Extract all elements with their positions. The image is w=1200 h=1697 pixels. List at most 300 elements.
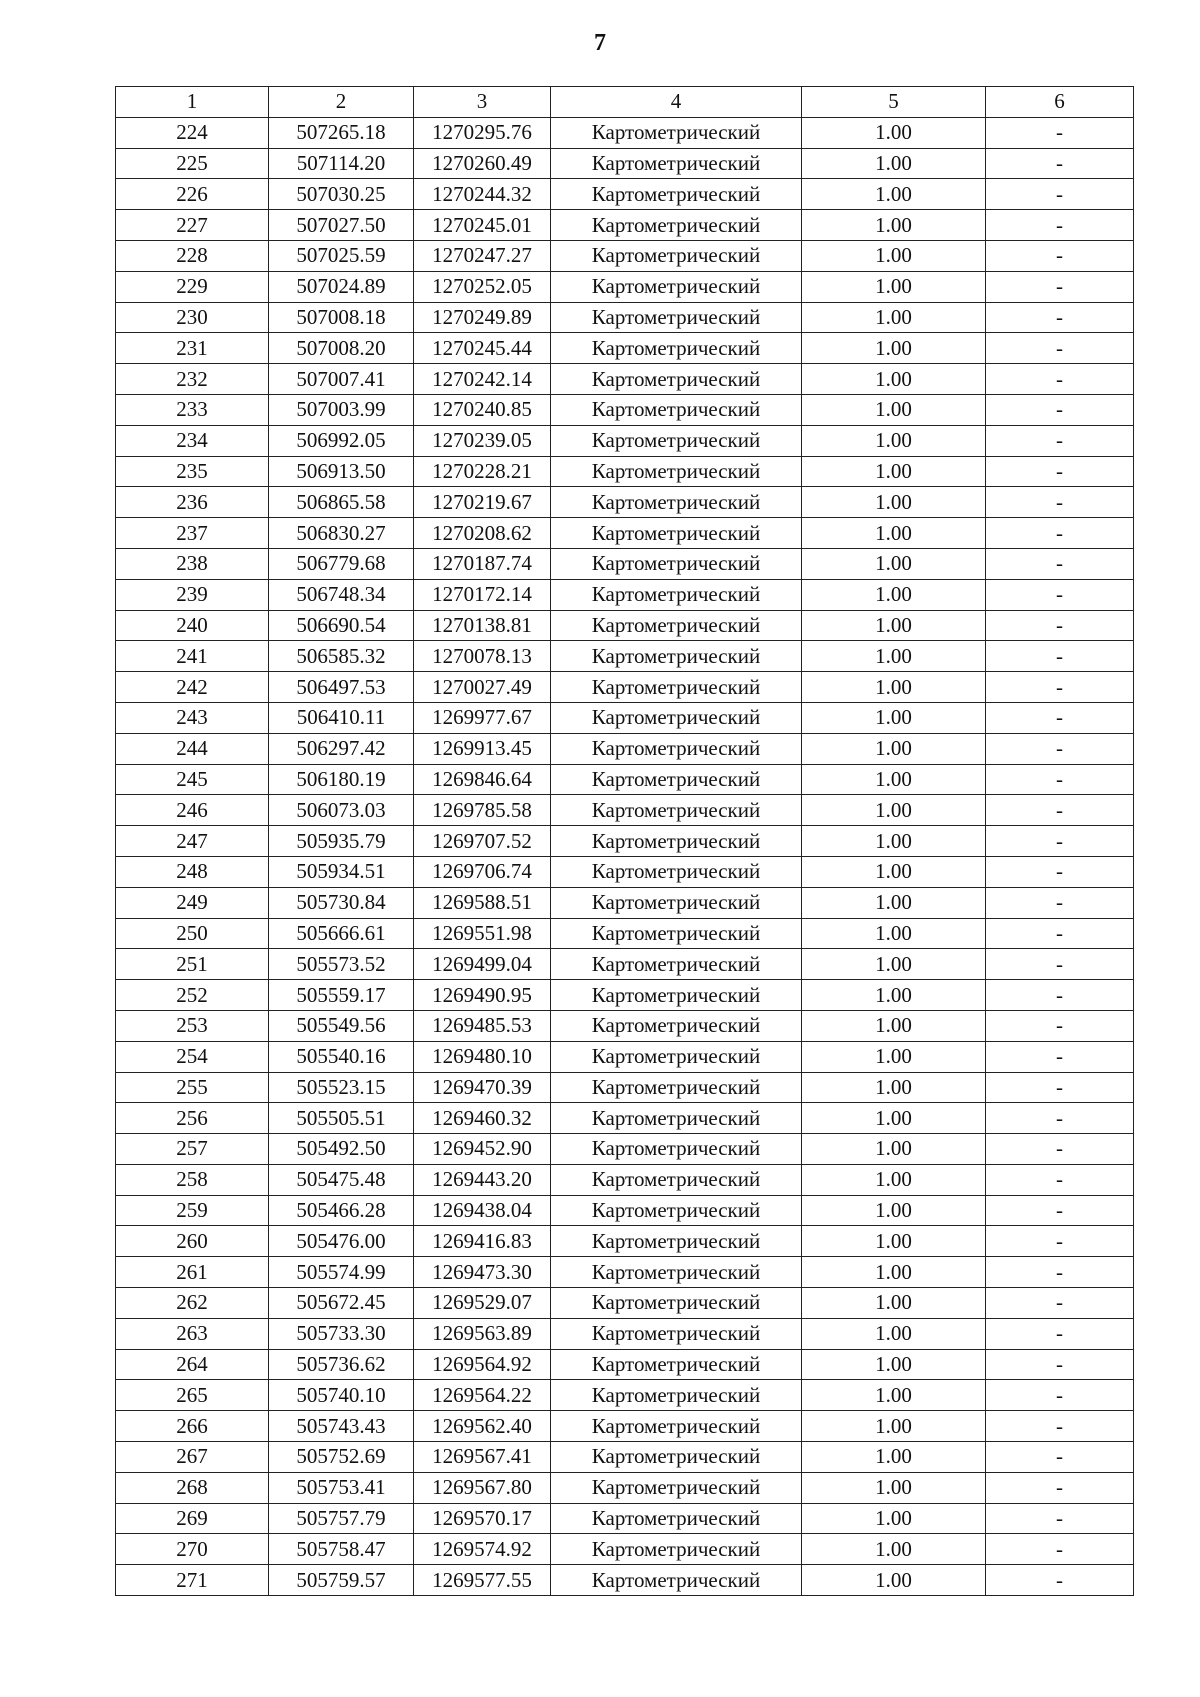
table-cell: - xyxy=(986,1318,1134,1349)
table-cell: 257 xyxy=(116,1134,269,1165)
table-cell: 1269470.39 xyxy=(414,1072,551,1103)
table-cell: 1270244.32 xyxy=(414,179,551,210)
table-cell: - xyxy=(986,1072,1134,1103)
table-cell: 1.00 xyxy=(802,579,986,610)
table-cell: 505573.52 xyxy=(269,949,414,980)
table-cell: 1.00 xyxy=(802,210,986,241)
table-cell: Картометрический xyxy=(551,487,802,518)
table-cell: 247 xyxy=(116,826,269,857)
table-cell: 506690.54 xyxy=(269,610,414,641)
table-cell: 507027.50 xyxy=(269,210,414,241)
table-cell: 507114.20 xyxy=(269,148,414,179)
table-cell: - xyxy=(986,795,1134,826)
table-cell: 1.00 xyxy=(802,856,986,887)
column-header: 2 xyxy=(269,87,414,118)
table-cell: 505743.43 xyxy=(269,1411,414,1442)
table-cell: 1.00 xyxy=(802,1411,986,1442)
table-cell: 1.00 xyxy=(802,949,986,980)
table-cell: 1.00 xyxy=(802,795,986,826)
table-cell: - xyxy=(986,733,1134,764)
table-cell: 505466.28 xyxy=(269,1195,414,1226)
table-cell: 1269452.90 xyxy=(414,1134,551,1165)
table-cell: - xyxy=(986,333,1134,364)
table-cell: 505492.50 xyxy=(269,1134,414,1165)
table-cell: 1.00 xyxy=(802,826,986,857)
table-cell: 249 xyxy=(116,887,269,918)
table-cell: - xyxy=(986,1257,1134,1288)
table-cell: 507003.99 xyxy=(269,394,414,425)
table-cell: Картометрический xyxy=(551,1442,802,1473)
table-cell: 1269529.07 xyxy=(414,1288,551,1319)
column-header: 5 xyxy=(802,87,986,118)
table-cell: - xyxy=(986,179,1134,210)
table-cell: 1.00 xyxy=(802,1164,986,1195)
table-cell: 1.00 xyxy=(802,1134,986,1165)
page-number: 7 xyxy=(594,30,606,56)
table-cell: 1.00 xyxy=(802,271,986,302)
table-cell: 1.00 xyxy=(802,394,986,425)
table-cell: Картометрический xyxy=(551,117,802,148)
table-body xyxy=(116,117,1134,1595)
table-cell: - xyxy=(986,1134,1134,1165)
table-cell: 244 xyxy=(116,733,269,764)
table-row xyxy=(116,179,1134,210)
table-cell: 505505.51 xyxy=(269,1103,414,1134)
table-cell: Картометрический xyxy=(551,425,802,456)
table-cell: 245 xyxy=(116,764,269,795)
table-cell: 1.00 xyxy=(802,548,986,579)
table-cell: 505540.16 xyxy=(269,1041,414,1072)
table-cell: - xyxy=(986,1503,1134,1534)
table-cell: 269 xyxy=(116,1503,269,1534)
table-cell: - xyxy=(986,610,1134,641)
table-cell: 251 xyxy=(116,949,269,980)
table-row xyxy=(116,795,1134,826)
table-cell: 1269588.51 xyxy=(414,887,551,918)
table-cell: 253 xyxy=(116,1010,269,1041)
table-cell: 1269490.95 xyxy=(414,980,551,1011)
table-cell: 229 xyxy=(116,271,269,302)
table-row xyxy=(116,487,1134,518)
table-cell: - xyxy=(986,702,1134,733)
table-cell: 1.00 xyxy=(802,733,986,764)
table-cell: 1270027.49 xyxy=(414,672,551,703)
table-cell: Картометрический xyxy=(551,333,802,364)
table-cell: Картометрический xyxy=(551,826,802,857)
table-cell: - xyxy=(986,394,1134,425)
table-cell: 258 xyxy=(116,1164,269,1195)
table-cell: 1270247.27 xyxy=(414,240,551,271)
table-cell: 1270249.89 xyxy=(414,302,551,333)
table-cell: 1269551.98 xyxy=(414,918,551,949)
table-cell: 1.00 xyxy=(802,764,986,795)
table-cell: 505736.62 xyxy=(269,1349,414,1380)
table-cell: 506410.11 xyxy=(269,702,414,733)
table-cell: 1269785.58 xyxy=(414,795,551,826)
table-row xyxy=(116,641,1134,672)
table-row xyxy=(116,1195,1134,1226)
table-cell: 1270239.05 xyxy=(414,425,551,456)
table-cell: 231 xyxy=(116,333,269,364)
table-cell: 1.00 xyxy=(802,487,986,518)
table-cell: 1269706.74 xyxy=(414,856,551,887)
table-cell: 264 xyxy=(116,1349,269,1380)
table-cell: 1270240.85 xyxy=(414,394,551,425)
table-cell: 270 xyxy=(116,1534,269,1565)
table-cell: 1269485.53 xyxy=(414,1010,551,1041)
table-cell: - xyxy=(986,425,1134,456)
table-cell: 1270208.62 xyxy=(414,518,551,549)
table-cell: - xyxy=(986,764,1134,795)
table-cell: 267 xyxy=(116,1442,269,1473)
column-header: 1 xyxy=(116,87,269,118)
table-cell: 506297.42 xyxy=(269,733,414,764)
table-cell: - xyxy=(986,487,1134,518)
table-cell: 259 xyxy=(116,1195,269,1226)
table-cell: 505730.84 xyxy=(269,887,414,918)
table-cell: 506748.34 xyxy=(269,579,414,610)
table-cell: 1269570.17 xyxy=(414,1503,551,1534)
table-cell: 505549.56 xyxy=(269,1010,414,1041)
table-cell: 243 xyxy=(116,702,269,733)
table-cell: 230 xyxy=(116,302,269,333)
table-cell: 1269977.67 xyxy=(414,702,551,733)
table-cell: 1.00 xyxy=(802,302,986,333)
table-cell: 507025.59 xyxy=(269,240,414,271)
table-cell: 233 xyxy=(116,394,269,425)
table-row xyxy=(116,210,1134,241)
table-cell: 1.00 xyxy=(802,425,986,456)
table-row xyxy=(116,1472,1134,1503)
table-cell: Картометрический xyxy=(551,579,802,610)
table-cell: Картометрический xyxy=(551,1072,802,1103)
table-cell: 1.00 xyxy=(802,1072,986,1103)
table-row xyxy=(116,394,1134,425)
table-row xyxy=(116,887,1134,918)
table-cell: 254 xyxy=(116,1041,269,1072)
coordinates-table xyxy=(115,86,1134,1596)
table-cell: 506585.32 xyxy=(269,641,414,672)
table-cell: 225 xyxy=(116,148,269,179)
column-header: 3 xyxy=(414,87,551,118)
table-row xyxy=(116,980,1134,1011)
table-cell: 1269707.52 xyxy=(414,826,551,857)
table-cell: Картометрический xyxy=(551,1041,802,1072)
table-cell: - xyxy=(986,1288,1134,1319)
table-cell: 507265.18 xyxy=(269,117,414,148)
table-cell: 1270187.74 xyxy=(414,548,551,579)
table-cell: 1.00 xyxy=(802,333,986,364)
table-cell: 1.00 xyxy=(802,1442,986,1473)
table-cell: 1.00 xyxy=(802,1534,986,1565)
table-cell: Картометрический xyxy=(551,1411,802,1442)
table-row xyxy=(116,548,1134,579)
table-cell: 248 xyxy=(116,856,269,887)
table-cell: - xyxy=(986,1226,1134,1257)
table-cell: 507024.89 xyxy=(269,271,414,302)
table-cell: 1.00 xyxy=(802,518,986,549)
table-cell: 1269499.04 xyxy=(414,949,551,980)
table-cell: - xyxy=(986,1411,1134,1442)
table-row xyxy=(116,425,1134,456)
table-cell: Картометрический xyxy=(551,1534,802,1565)
table-cell: 1.00 xyxy=(802,148,986,179)
table-cell: 1270219.67 xyxy=(414,487,551,518)
table-row xyxy=(116,148,1134,179)
table-row xyxy=(116,1103,1134,1134)
table-row xyxy=(116,1565,1134,1596)
table-cell: Картометрический xyxy=(551,1134,802,1165)
column-header: 4 xyxy=(551,87,802,118)
table-cell: Картометрический xyxy=(551,1103,802,1134)
table-cell: 1269564.22 xyxy=(414,1380,551,1411)
table-row xyxy=(116,856,1134,887)
table-cell: - xyxy=(986,240,1134,271)
table-row xyxy=(116,1503,1134,1534)
table-row xyxy=(116,733,1134,764)
table-cell: 1.00 xyxy=(802,179,986,210)
table-row xyxy=(116,518,1134,549)
table-cell: 246 xyxy=(116,795,269,826)
table-cell: 237 xyxy=(116,518,269,549)
table-cell: 505740.10 xyxy=(269,1380,414,1411)
table-row xyxy=(116,1288,1134,1319)
table-cell: 507030.25 xyxy=(269,179,414,210)
table-cell: 1.00 xyxy=(802,1288,986,1319)
table-cell: 1.00 xyxy=(802,1226,986,1257)
table-cell: 506497.53 xyxy=(269,672,414,703)
table-cell: 1269473.30 xyxy=(414,1257,551,1288)
table-cell: - xyxy=(986,518,1134,549)
table-cell: 226 xyxy=(116,179,269,210)
table-cell: 507008.20 xyxy=(269,333,414,364)
table-cell: Картометрический xyxy=(551,518,802,549)
table-cell: 255 xyxy=(116,1072,269,1103)
table-cell: 271 xyxy=(116,1565,269,1596)
column-header: 6 xyxy=(986,87,1134,118)
table-cell: 1270242.14 xyxy=(414,364,551,395)
table-row xyxy=(116,1318,1134,1349)
table-row xyxy=(116,1534,1134,1565)
table-cell: Картометрический xyxy=(551,148,802,179)
table-cell: Картометрический xyxy=(551,918,802,949)
table-cell: Картометрический xyxy=(551,548,802,579)
table-header-row xyxy=(116,87,1134,118)
table-cell: Картометрический xyxy=(551,795,802,826)
table-cell: - xyxy=(986,1380,1134,1411)
table-cell: 1.00 xyxy=(802,364,986,395)
table-cell: 505935.79 xyxy=(269,826,414,857)
table-cell: 1269416.83 xyxy=(414,1226,551,1257)
table-cell: 1269460.32 xyxy=(414,1103,551,1134)
table-cell: - xyxy=(986,271,1134,302)
table-cell: Картометрический xyxy=(551,1226,802,1257)
table-cell: Картометрический xyxy=(551,302,802,333)
table-cell: Картометрический xyxy=(551,702,802,733)
table-cell: 250 xyxy=(116,918,269,949)
table-cell: 1270252.05 xyxy=(414,271,551,302)
table-cell: Картометрический xyxy=(551,1380,802,1411)
table-cell: 505934.51 xyxy=(269,856,414,887)
table-cell: - xyxy=(986,1195,1134,1226)
table-cell: 268 xyxy=(116,1472,269,1503)
table-cell: Картометрический xyxy=(551,1472,802,1503)
table-cell: 505758.47 xyxy=(269,1534,414,1565)
table-cell: Картометрический xyxy=(551,641,802,672)
table-cell: 1269574.92 xyxy=(414,1534,551,1565)
table-cell: Картометрический xyxy=(551,1257,802,1288)
table-cell: Картометрический xyxy=(551,179,802,210)
table-cell: Картометрический xyxy=(551,610,802,641)
table-row xyxy=(116,1442,1134,1473)
table-row xyxy=(116,456,1134,487)
table-cell: Картометрический xyxy=(551,949,802,980)
table-cell: - xyxy=(986,302,1134,333)
table-cell: 1269480.10 xyxy=(414,1041,551,1072)
table-cell: 1269577.55 xyxy=(414,1565,551,1596)
table-cell: Картометрический xyxy=(551,394,802,425)
table-cell: 505733.30 xyxy=(269,1318,414,1349)
table-row xyxy=(116,949,1134,980)
table-row xyxy=(116,672,1134,703)
table-cell: 1.00 xyxy=(802,456,986,487)
table-cell: Картометрический xyxy=(551,672,802,703)
table-cell: 1270228.21 xyxy=(414,456,551,487)
table-cell: 506180.19 xyxy=(269,764,414,795)
table-cell: 1.00 xyxy=(802,1195,986,1226)
table-cell: 1269913.45 xyxy=(414,733,551,764)
table-cell: 1.00 xyxy=(802,672,986,703)
table-cell: - xyxy=(986,1103,1134,1134)
table-row xyxy=(116,364,1134,395)
table-cell: 505753.41 xyxy=(269,1472,414,1503)
table-cell: 1.00 xyxy=(802,887,986,918)
table-cell: 1269567.41 xyxy=(414,1442,551,1473)
table-cell: 1270245.01 xyxy=(414,210,551,241)
table-row xyxy=(116,117,1134,148)
table-cell: 256 xyxy=(116,1103,269,1134)
table-cell: Картометрический xyxy=(551,980,802,1011)
table-cell: - xyxy=(986,1010,1134,1041)
table-cell: Картометрический xyxy=(551,1349,802,1380)
table-row xyxy=(116,1134,1134,1165)
table-cell: 1270172.14 xyxy=(414,579,551,610)
table-cell: 505574.99 xyxy=(269,1257,414,1288)
table-cell: - xyxy=(986,887,1134,918)
table-row xyxy=(116,579,1134,610)
table-cell: Картометрический xyxy=(551,764,802,795)
table-cell: - xyxy=(986,856,1134,887)
table-cell: 505475.48 xyxy=(269,1164,414,1195)
table-cell: - xyxy=(986,548,1134,579)
table-cell: Картометрический xyxy=(551,210,802,241)
table-cell: 505672.45 xyxy=(269,1288,414,1319)
table-cell: 1270138.81 xyxy=(414,610,551,641)
table-cell: - xyxy=(986,364,1134,395)
table-cell: Картометрический xyxy=(551,733,802,764)
table-cell: 1.00 xyxy=(802,610,986,641)
table-cell: 252 xyxy=(116,980,269,1011)
table-row xyxy=(116,240,1134,271)
table-cell: 506913.50 xyxy=(269,456,414,487)
table-cell: - xyxy=(986,1472,1134,1503)
table-cell: - xyxy=(986,579,1134,610)
table-cell: 506073.03 xyxy=(269,795,414,826)
table-cell: 1.00 xyxy=(802,117,986,148)
table-cell: 240 xyxy=(116,610,269,641)
table-cell: 1.00 xyxy=(802,1103,986,1134)
table-cell: 505757.79 xyxy=(269,1503,414,1534)
table-cell: 1269438.04 xyxy=(414,1195,551,1226)
table-cell: 1.00 xyxy=(802,702,986,733)
table-cell: 1269846.64 xyxy=(414,764,551,795)
table-cell: - xyxy=(986,1442,1134,1473)
table-cell: 234 xyxy=(116,425,269,456)
table-cell: 505523.15 xyxy=(269,1072,414,1103)
table-cell: - xyxy=(986,148,1134,179)
table-cell: Картометрический xyxy=(551,1195,802,1226)
table-row xyxy=(116,1257,1134,1288)
table-cell: 232 xyxy=(116,364,269,395)
table-cell: Картометрический xyxy=(551,1010,802,1041)
table-row xyxy=(116,764,1134,795)
table-cell: Картометрический xyxy=(551,1565,802,1596)
table-cell: 235 xyxy=(116,456,269,487)
table-row xyxy=(116,1349,1134,1380)
table-cell: 506992.05 xyxy=(269,425,414,456)
table-cell: 1269562.40 xyxy=(414,1411,551,1442)
table-row xyxy=(116,1164,1134,1195)
table-cell: 265 xyxy=(116,1380,269,1411)
table-cell: 262 xyxy=(116,1288,269,1319)
table-cell: 506779.68 xyxy=(269,548,414,579)
table-cell: 1.00 xyxy=(802,1349,986,1380)
table-cell: 1270245.44 xyxy=(414,333,551,364)
table-cell: 505476.00 xyxy=(269,1226,414,1257)
table-row xyxy=(116,826,1134,857)
table-cell: - xyxy=(986,949,1134,980)
table-cell: 261 xyxy=(116,1257,269,1288)
table-cell: 1269564.92 xyxy=(414,1349,551,1380)
table-cell: 1.00 xyxy=(802,1503,986,1534)
table-cell: 505559.17 xyxy=(269,980,414,1011)
table-cell: Картометрический xyxy=(551,887,802,918)
table-cell: 507007.41 xyxy=(269,364,414,395)
table-cell: Картометрический xyxy=(551,1318,802,1349)
table-cell: 241 xyxy=(116,641,269,672)
table-cell: 242 xyxy=(116,672,269,703)
table-cell: 505752.69 xyxy=(269,1442,414,1473)
table-cell: 1.00 xyxy=(802,1041,986,1072)
table-cell: Картометрический xyxy=(551,271,802,302)
table-cell: 263 xyxy=(116,1318,269,1349)
table-cell: Картометрический xyxy=(551,1288,802,1319)
table-cell: 1.00 xyxy=(802,641,986,672)
table-cell: - xyxy=(986,1349,1134,1380)
table-cell: 507008.18 xyxy=(269,302,414,333)
table-cell: 239 xyxy=(116,579,269,610)
table-cell: 505666.61 xyxy=(269,918,414,949)
table-cell: 1270260.49 xyxy=(414,148,551,179)
table-cell: - xyxy=(986,1041,1134,1072)
table-cell: 227 xyxy=(116,210,269,241)
table-cell: 1270295.76 xyxy=(414,117,551,148)
table-cell: 260 xyxy=(116,1226,269,1257)
table-cell: Картометрический xyxy=(551,364,802,395)
table-cell: 505759.57 xyxy=(269,1565,414,1596)
table-cell: 1.00 xyxy=(802,1257,986,1288)
table-cell: - xyxy=(986,117,1134,148)
